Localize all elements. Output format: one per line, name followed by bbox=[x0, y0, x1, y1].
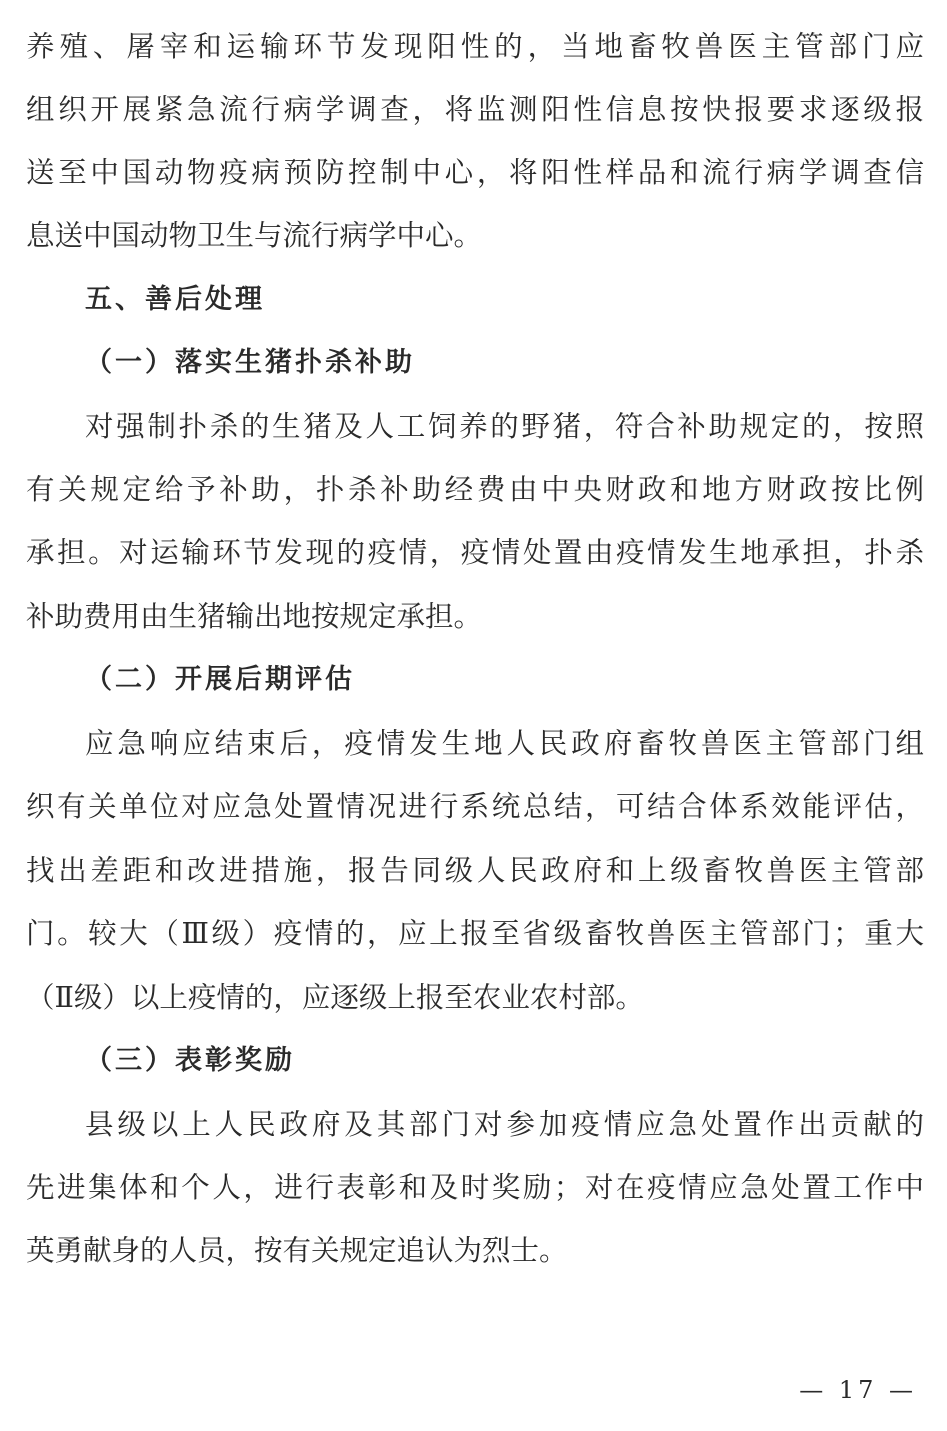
paragraph-line: 送至中国动物疫病预防控制中心，将阳性样品和流行病学调查信 bbox=[26, 156, 924, 189]
paragraph-line: 组织开展紧急流行病学调查，将监测阳性信息按快报要求逐级报 bbox=[26, 93, 924, 126]
subsection-heading: （一）落实生猪扑杀补助 bbox=[85, 347, 415, 378]
paragraph-line: 承担。对运输环节发现的疫情，疫情处置由疫情发生地承担，扑杀 bbox=[26, 536, 924, 569]
paragraph-line: 养殖、屠宰和运输环节发现阳性的，当地畜牧兽医主管部门应 bbox=[26, 30, 924, 63]
paragraph-line: 找出差距和改进措施，报告同级人民政府和上级畜牧兽医主管部 bbox=[26, 854, 924, 887]
paragraph-line: 先进集体和个人，进行表彰和及时奖励；对在疫情应急处置工作中 bbox=[26, 1171, 924, 1204]
paragraph-line: 有关规定给予补助，扑杀补助经费由中央财政和地方财政按比例 bbox=[26, 473, 924, 506]
page-number: — 17 — bbox=[799, 1376, 917, 1404]
paragraph-line: （Ⅱ级）以上疫情的，应逐级上报至农业农村部。 bbox=[26, 981, 644, 1014]
paragraph-line: 对强制扑杀的生猪及人工饲养的野猪，符合补助规定的，按照 bbox=[85, 410, 924, 443]
paragraph-line: 织有关单位对应急处置情况进行系统总结，可结合体系效能评估， bbox=[26, 790, 924, 823]
paragraph-line: 英勇献身的人员，按有关规定追认为烈士。 bbox=[26, 1234, 568, 1267]
subsection-heading: （三）表彰奖励 bbox=[85, 1045, 295, 1076]
paragraph-line: 县级以上人民政府及其部门对参加疫情应急处置作出贡献的 bbox=[85, 1108, 924, 1141]
paragraph-line: 门。较大（Ⅲ级）疫情的，应上报至省级畜牧兽医主管部门；重大 bbox=[26, 917, 924, 950]
paragraph-line: 息送中国动物卫生与流行病学中心。 bbox=[26, 219, 483, 252]
paragraph-line: 补助费用由生猪输出地按规定承担。 bbox=[26, 600, 483, 633]
subsection-heading: （二）开展后期评估 bbox=[85, 664, 355, 695]
section-heading: 五、善后处理 bbox=[85, 284, 265, 315]
paragraph-line: 应急响应结束后，疫情发生地人民政府畜牧兽医主管部门组 bbox=[85, 727, 924, 760]
